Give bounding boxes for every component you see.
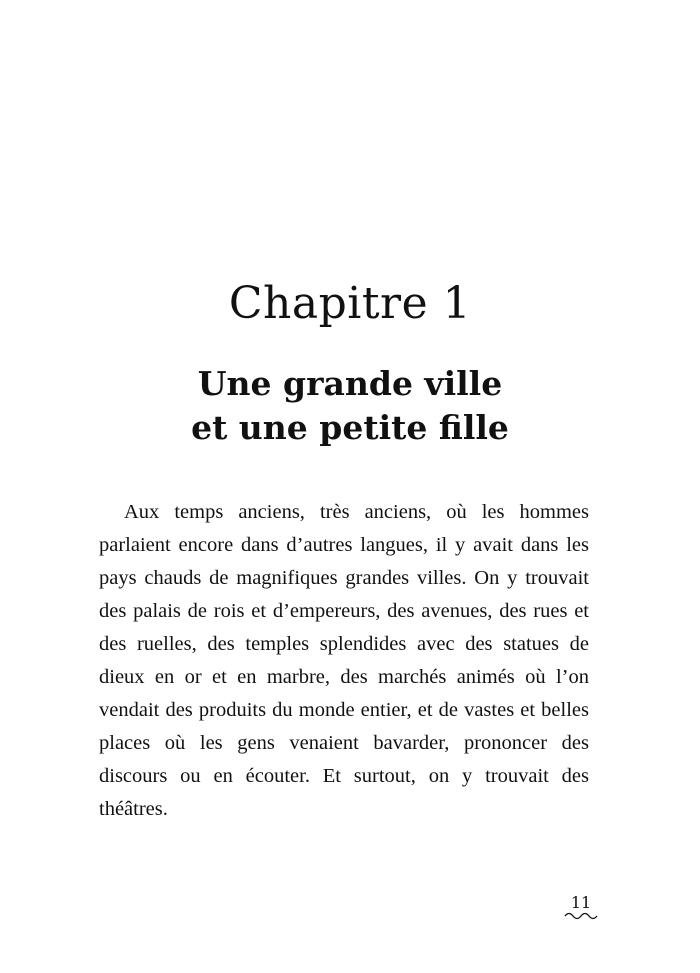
chapter-title-line-1: Une grande ville — [197, 364, 503, 403]
page-number: 11 — [570, 893, 592, 912]
chapter-title — [0, 362, 700, 450]
body-paragraph: Aux temps anciens, très anciens, où les hommes parlaient encore dans d’autres langues, il y avait dans les pays chauds de magnifiques grandes villes. On y trouvait des palais de rois et d’empereurs, des avenues, des rues et des ruelles, des temples splendides avec des statues de dieux en or et en marbre, des marchés animés où l’on vendait des produits du monde entier, et de vastes et belles places où les gens venaient bavarder, prononcer des discours ou en écouter. Et surtout, on y trouvait des théâtres. — [99, 501, 589, 820]
chapter-label: Chapitre 1 — [228, 278, 472, 329]
chapter-title-line-2: et une petite fille — [191, 408, 509, 447]
wave-ornament-icon — [564, 910, 598, 920]
